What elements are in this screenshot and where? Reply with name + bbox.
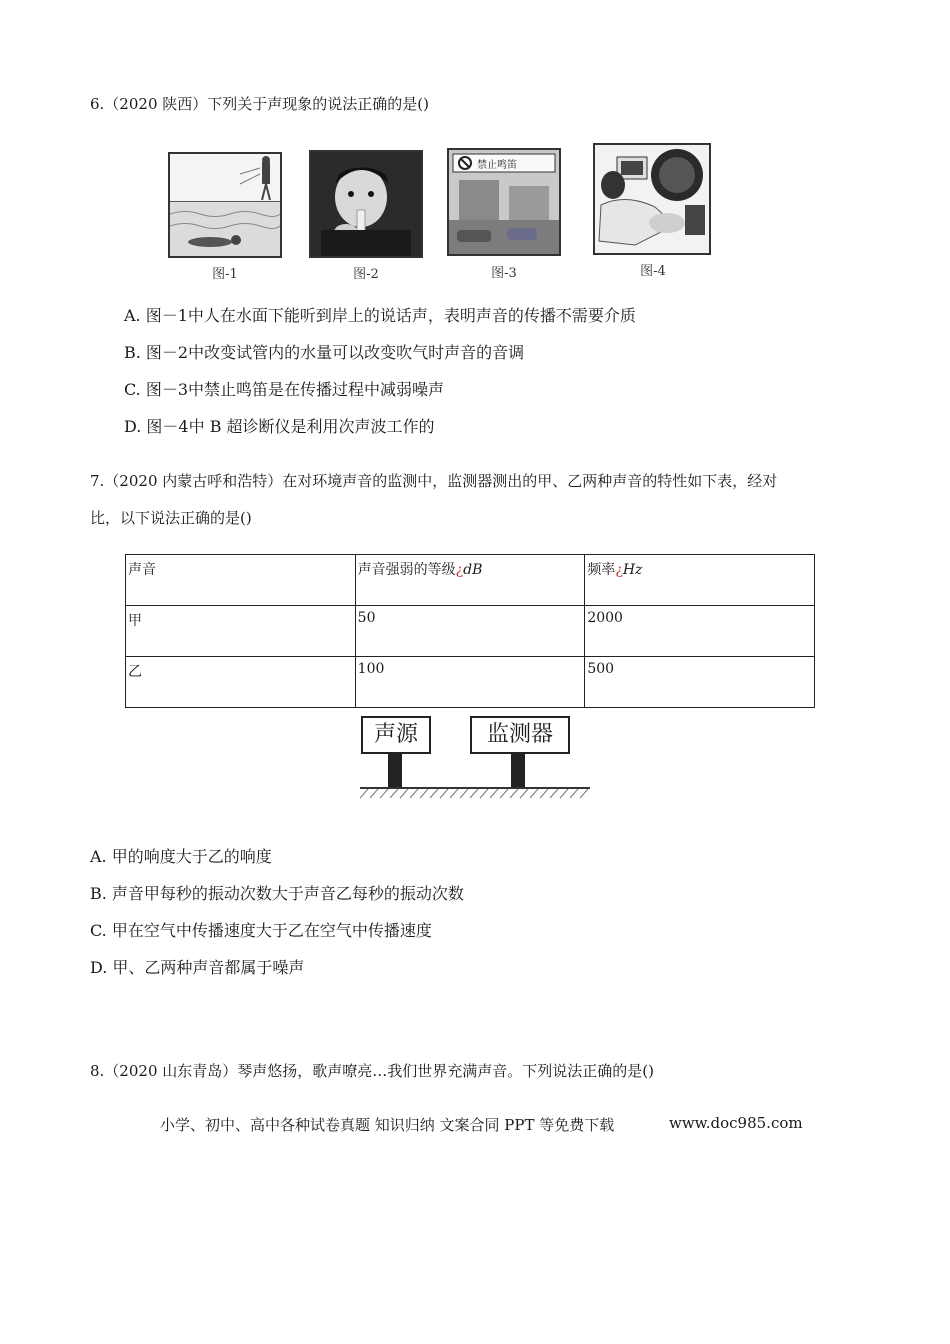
boy-blowing-test-tube-figure: [309, 150, 423, 258]
monitor-sign: 监测器: [470, 716, 570, 754]
figure-1-caption: 图-1: [212, 267, 238, 282]
figure-4-caption: 图-4: [640, 264, 666, 279]
table-cell: 100: [355, 657, 585, 708]
swimmer-underwater-figure: [168, 152, 282, 258]
table-cell: 50: [355, 606, 585, 657]
question-7-stem-line1: 7.（2020 内蒙古呼和浩特）在对环境声音的监测中，监测器测出的甲、乙两种声音的特性如下表，经对: [90, 472, 778, 490]
footer-url[interactable]: www.doc985.com: [669, 1114, 803, 1132]
table-cell: 乙: [126, 657, 356, 708]
question-6-option-a: A. 图－1中人在水面下能听到岸上的说话声，表明声音的传播不需要介质: [124, 306, 636, 325]
ultrasound-machine-figure: [593, 143, 711, 255]
question-6-option-b: B. 图－2中改变试管内的水量可以改变吹气时声音的音调: [124, 343, 525, 362]
no-honking-sign-figure: [447, 148, 561, 256]
figure-3-caption: 图-3: [491, 266, 517, 281]
table-cell: 500: [585, 657, 815, 708]
table-cell: 甲: [126, 606, 356, 657]
footer-text: 小学、初中、高中各种试卷真题 知识归纳 文案合同 PPT 等免费下载: [160, 1116, 615, 1134]
question-6-option-c: C. 图－3中禁止鸣笛是在传播过程中减弱噪声: [124, 380, 445, 399]
ground-hatch: [360, 786, 590, 800]
sound-source-sign: 声源: [361, 716, 431, 754]
table-header-cell: 声音强弱的等级¿dB: [355, 555, 585, 606]
question-6-option-d: D. 图－4中 B 超诊断仪是利用次声波工作的: [124, 417, 435, 436]
table-cell: 2000: [585, 606, 815, 657]
sound-source-post: [388, 754, 402, 788]
question-7-stem-line2: 比，以下说法正确的是(): [90, 509, 252, 527]
monitor-post: [511, 754, 525, 788]
table-header-cell: 声音: [126, 555, 356, 606]
question-7-option-b: B. 声音甲每秒的振动次数大于声音乙每秒的振动次数: [90, 884, 464, 903]
table-header-row: [126, 555, 815, 606]
question-7-option-a: A. 甲的响度大于乙的响度: [90, 847, 272, 866]
table-header-cell: 频率¿Hz: [585, 555, 815, 606]
sound-characteristics-table: [125, 554, 815, 708]
question-7-option-c: C. 甲在空气中传播速度大于乙在空气中传播速度: [90, 921, 432, 940]
table-row: [126, 657, 815, 708]
question-8-stem: 8.（2020 山东青岛）琴声悠扬，歌声嘹亮…我们世界充满声音。下列说法正确的是(): [90, 1062, 654, 1080]
no-honking-sign-text: 禁止鸣笛: [477, 160, 517, 171]
question-7-option-d: D. 甲、乙两种声音都属于噪声: [90, 958, 305, 977]
figure-2-caption: 图-2: [353, 267, 379, 282]
table-row: [126, 606, 815, 657]
question-6-stem: 6.（2020 陕西）下列关于声现象的说法正确的是(): [90, 95, 429, 113]
